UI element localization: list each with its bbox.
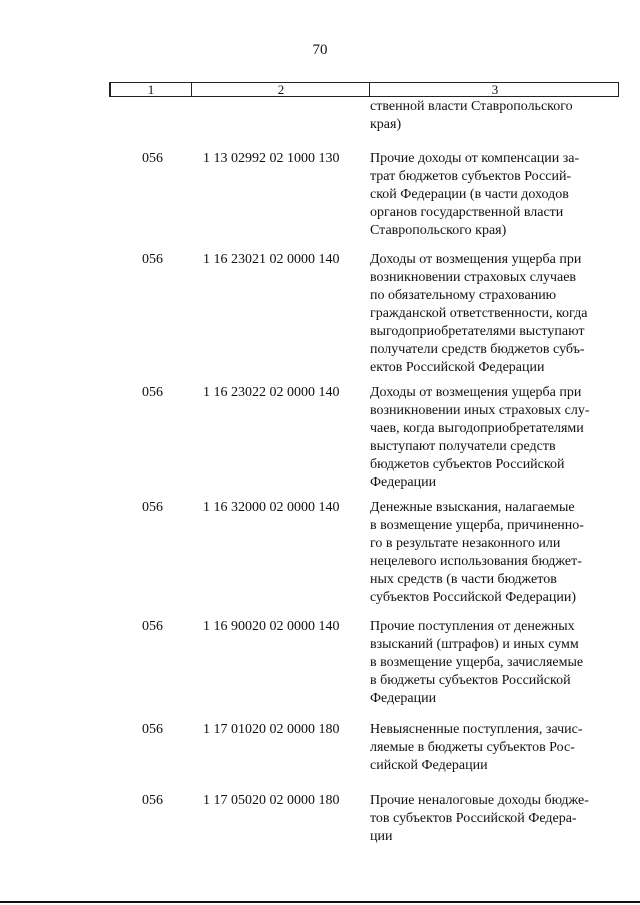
description-line: го в результате незаконного или <box>370 536 561 551</box>
description-line: по обязательному страхованию <box>370 288 557 303</box>
revenue-code: 1 17 01020 02 0000 180 <box>203 722 340 737</box>
description-line: в возмещение ущерба, причиненно- <box>370 518 584 533</box>
description-line: Ставропольского края) <box>370 223 507 238</box>
description-line: возникновении страховых случаев <box>370 270 577 285</box>
continued-line: края) <box>370 117 402 132</box>
description-line: Федерации <box>370 691 437 706</box>
description-line: Федерации <box>370 475 437 490</box>
admin-code: 056 <box>142 793 163 808</box>
description-line: субъектов Российской Федерации) <box>370 590 577 605</box>
revenue-description <box>370 499 620 607</box>
continued-line: ственной власти Ставропольского <box>370 99 573 114</box>
description-line: тов субъектов Российской Федера- <box>370 811 577 826</box>
description-line: трат бюджетов субъектов Россий- <box>370 169 572 184</box>
admin-code: 056 <box>142 252 163 267</box>
description-line: выступают получатели средств <box>370 439 556 454</box>
admin-code: 056 <box>142 619 163 634</box>
table-header-col-2: 2 <box>191 83 370 96</box>
description-line: взысканий (штрафов) и иных сумм <box>370 637 579 652</box>
admin-code: 056 <box>142 151 163 166</box>
page-number: 70 <box>312 42 328 58</box>
revenue-description <box>370 618 620 708</box>
description-line: Доходы от возмещения ущерба при <box>370 252 582 267</box>
admin-code: 056 <box>142 385 163 400</box>
description-line: гражданской ответственности, когда <box>370 306 588 321</box>
description-line: возникновении иных страховых слу- <box>370 403 590 418</box>
revenue-code: 1 16 32000 02 0000 140 <box>203 500 340 515</box>
description-line: Доходы от возмещения ущерба при <box>370 385 582 400</box>
description-line: Денежные взыскания, налагаемые <box>370 500 575 515</box>
description-line: Прочие поступления от денежных <box>370 619 575 634</box>
description-line: сийской Федерации <box>370 758 488 773</box>
description-line: ляемые в бюджеты субъектов Рос- <box>370 740 575 755</box>
revenue-description <box>370 150 620 240</box>
description-line: выгодоприобретателями выступают <box>370 324 585 339</box>
revenue-description <box>370 384 620 492</box>
description-line: нецелевого использования бюджет- <box>370 554 582 569</box>
revenue-code: 1 16 23021 02 0000 140 <box>203 252 340 267</box>
revenue-code: 1 13 02992 02 1000 130 <box>203 151 340 166</box>
revenue-description <box>370 251 620 377</box>
table-header-col-3: 3 <box>369 83 620 96</box>
description-line: ской Федерации (в части доходов <box>370 187 569 202</box>
description-line: ции <box>370 829 393 844</box>
description-line: Невыясненные поступления, зачис- <box>370 722 583 737</box>
description-line: ных средств (в части бюджетов <box>370 572 557 587</box>
description-line: ектов Российской Федерации <box>370 360 545 375</box>
description-line: получатели средств бюджетов субъ- <box>370 342 585 357</box>
revenue-description <box>370 792 620 846</box>
table-header-col-1: 1 <box>147 82 155 97</box>
admin-code: 056 <box>142 500 163 515</box>
revenue-code: 1 16 90020 02 0000 140 <box>203 619 340 634</box>
admin-code: 056 <box>142 722 163 737</box>
continued-description <box>370 98 620 134</box>
description-line: чаев, когда выгодоприобретателями <box>370 421 584 436</box>
description-line: бюджетов субъектов Российской <box>370 457 565 472</box>
revenue-description <box>370 721 620 775</box>
page-bottom-rule <box>0 901 640 903</box>
revenue-code: 1 17 05020 02 0000 180 <box>203 793 340 808</box>
description-line: Прочие неналоговые доходы бюдже- <box>370 793 589 808</box>
table-header-row <box>109 82 619 97</box>
description-line: Прочие доходы от компенсации за- <box>370 151 580 166</box>
description-line: органов государственной власти <box>370 205 564 220</box>
description-line: в возмещение ущерба, зачисляемые <box>370 655 584 670</box>
revenue-code: 1 16 23022 02 0000 140 <box>203 385 340 400</box>
description-line: в бюджеты субъектов Российской <box>370 673 571 688</box>
